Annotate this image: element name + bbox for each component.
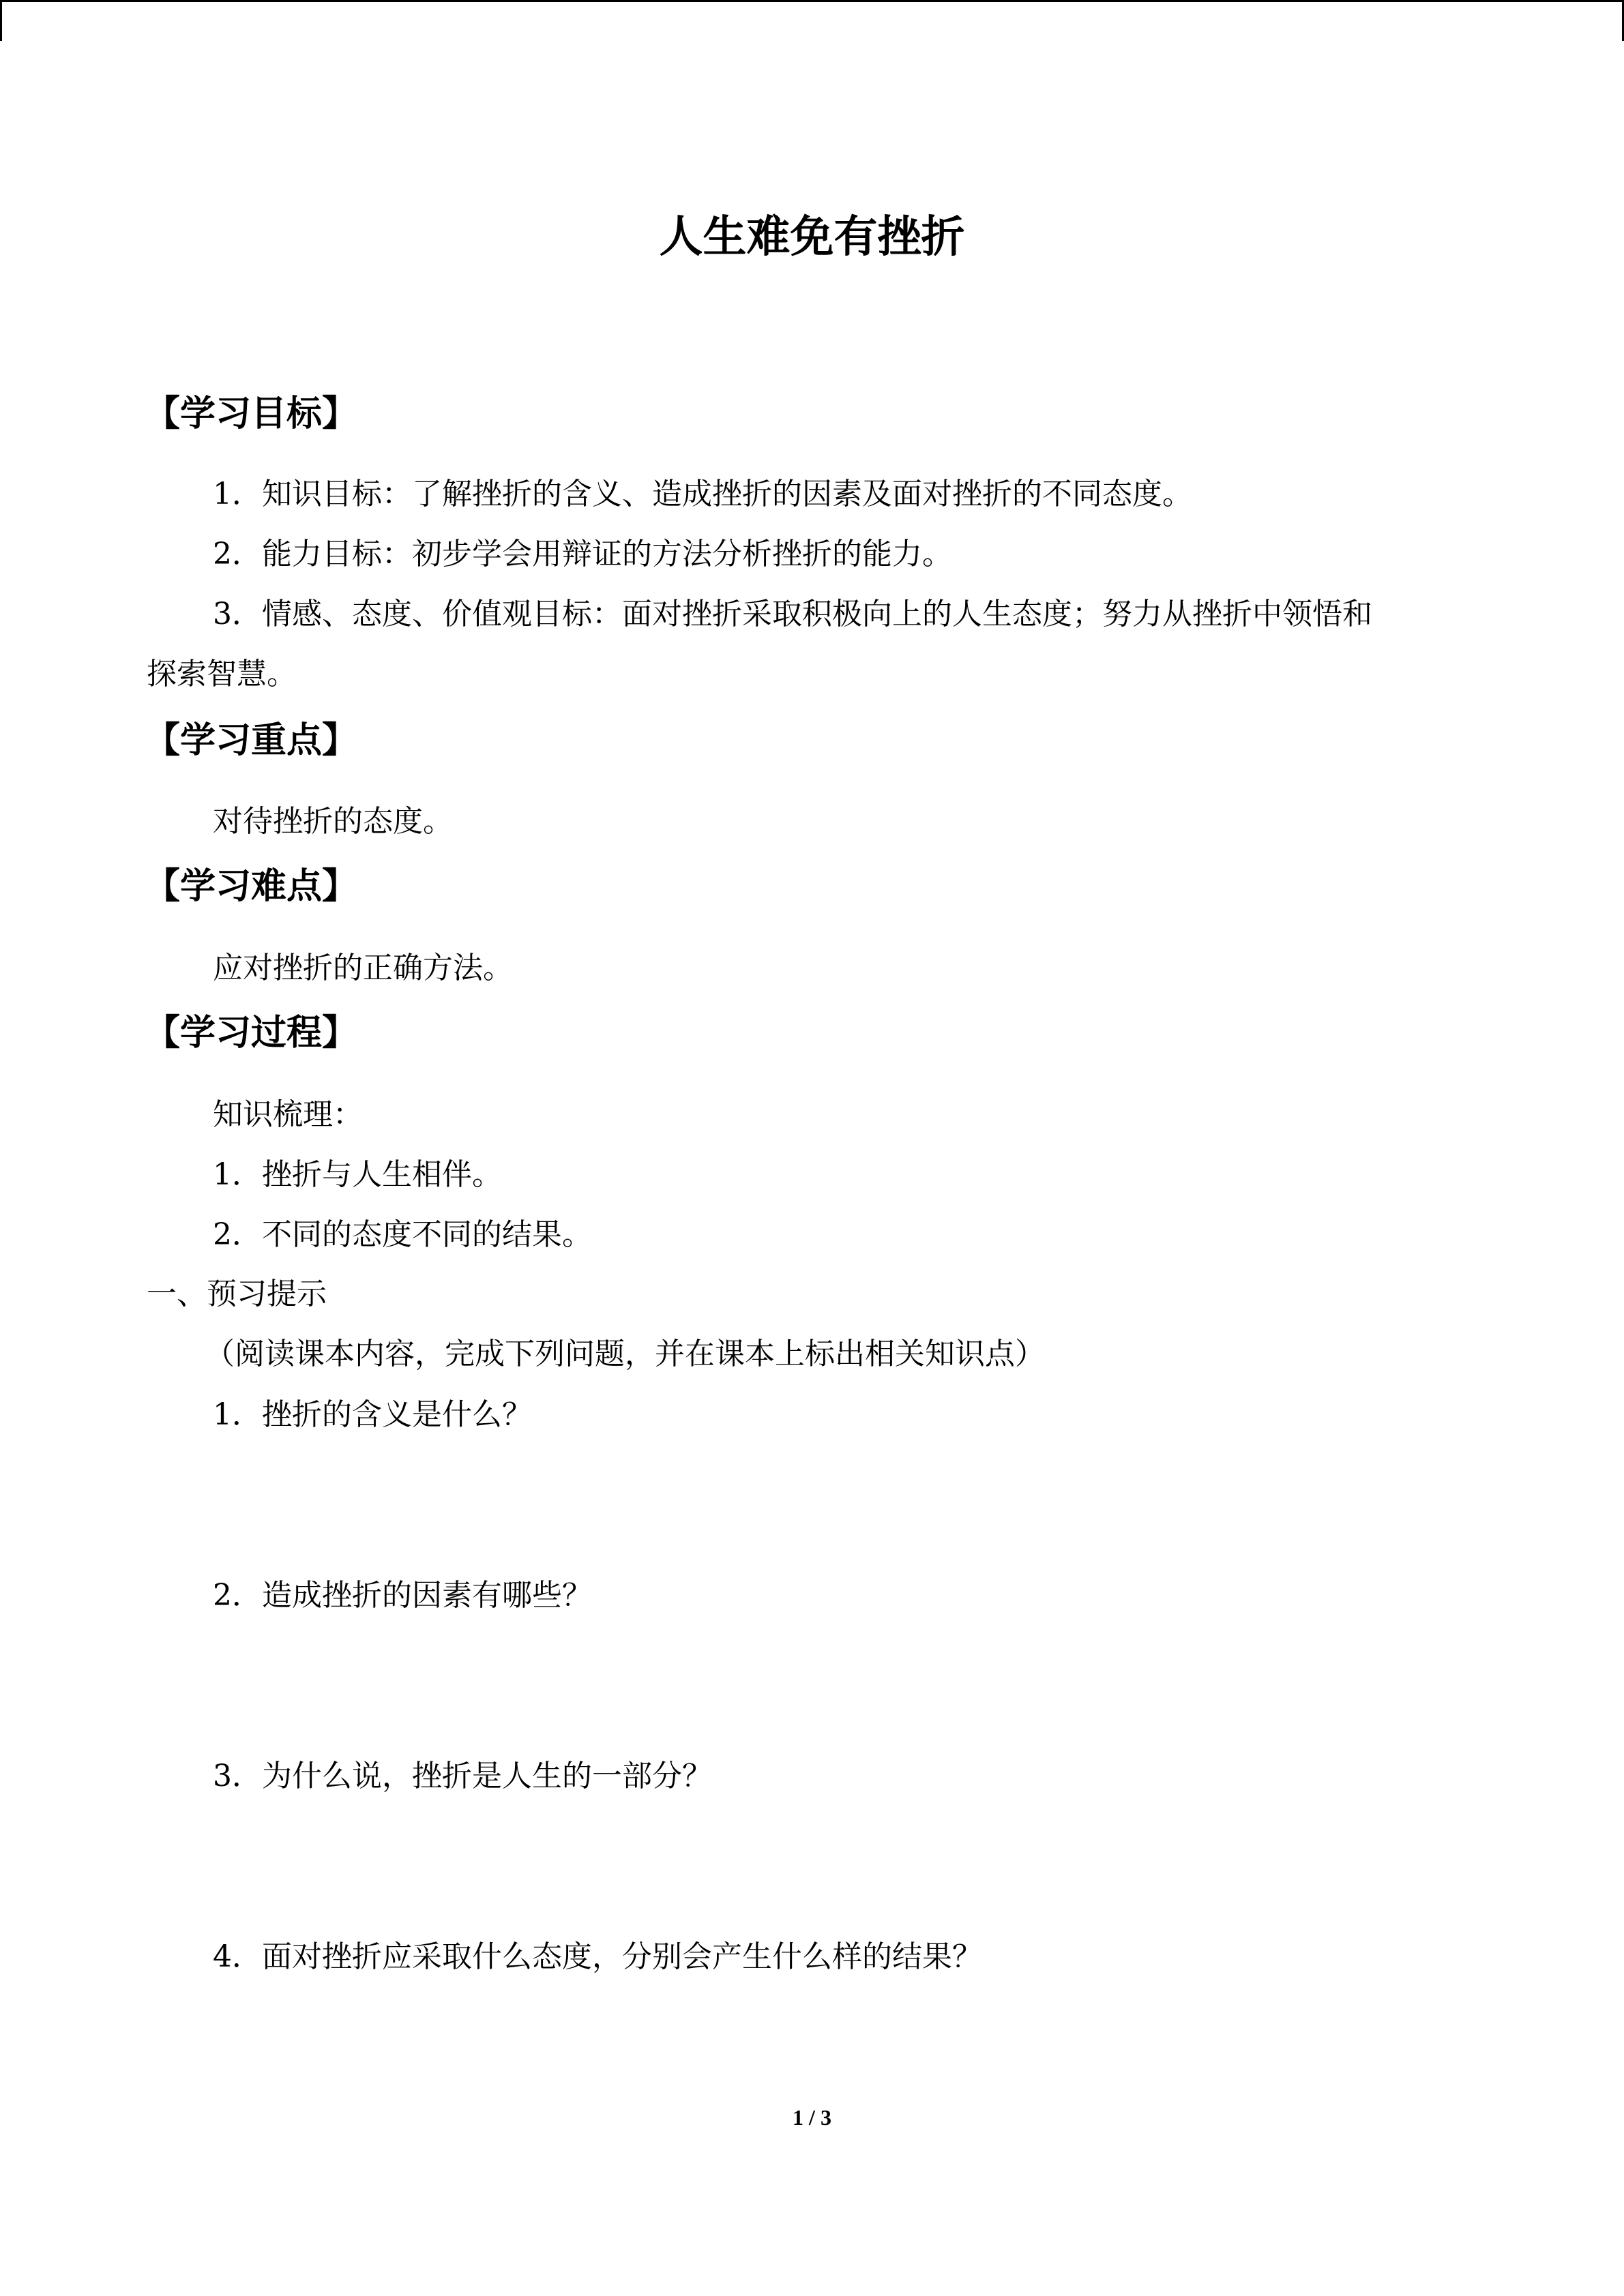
goal-item-attitude: 3．情感、态度、价值观目标：面对挫折采取积极向上的人生态度；努力从挫折中领悟和 — [213, 597, 1372, 631]
key-point-text: 对待挫折的态度。 — [213, 804, 453, 839]
document-title: 人生难免有挫折 — [659, 212, 965, 263]
preview-section-title: 一、预习提示 — [147, 1277, 327, 1311]
goal-item-knowledge: 1．知识目标：了解挫折的含义、造成挫折的因素及面对挫折的不同态度。 — [213, 477, 1192, 511]
page-top-border — [0, 0, 1624, 2]
preview-instructions: （阅读课本内容，完成下列问题，并在课本上标出相关知识点） — [205, 1337, 1045, 1371]
heading-difficult-points: 【学习难点】 — [145, 866, 358, 907]
goal-item-ability: 2．能力目标：初步学会用辩证的方法分析挫折的能力。 — [213, 537, 952, 571]
knowledge-summary-label: 知识梳理： — [213, 1097, 363, 1132]
preview-question: 4．面对挫折应采取什么态度，分别会产生什么样的结果？ — [213, 1939, 982, 1974]
preview-question: 1．挫折的含义是什么？ — [213, 1397, 532, 1432]
heading-key-points: 【学习重点】 — [145, 720, 358, 761]
knowledge-item: 1．挫折与人生相伴。 — [213, 1157, 502, 1192]
heading-learning-process: 【学习过程】 — [145, 1013, 358, 1054]
page-left-border — [0, 0, 2, 41]
preview-question: 3．为什么说，挫折是人生的一部分？ — [213, 1759, 712, 1793]
knowledge-item: 2．不同的态度不同的结果。 — [213, 1217, 592, 1252]
goal-item-attitude-continued: 探索智慧。 — [147, 657, 297, 691]
difficult-point-text: 应对挫折的正确方法。 — [213, 951, 513, 985]
page-number: 1 / 3 — [793, 2105, 831, 2130]
heading-learning-goals: 【学习目标】 — [145, 393, 358, 434]
preview-question: 2．造成挫折的因素有哪些？ — [213, 1578, 592, 1613]
